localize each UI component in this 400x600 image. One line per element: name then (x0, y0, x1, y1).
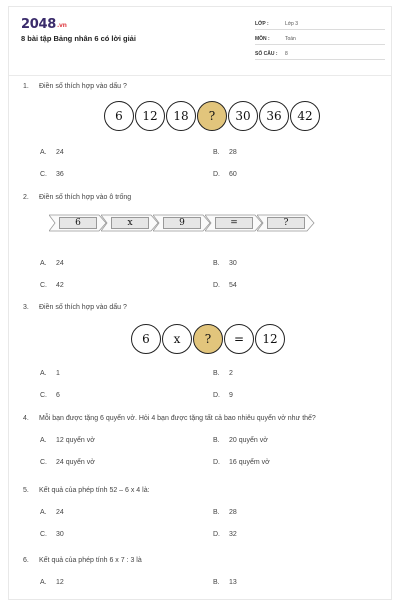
question-5 (9, 487, 391, 557)
equation-circle: x (162, 324, 192, 354)
equation-sequence (131, 324, 285, 354)
answer-option-d[interactable]: D. 54 (213, 282, 237, 289)
answer-option-c[interactable]: C. 6 (40, 392, 60, 399)
arrow-value: 9 (163, 217, 201, 229)
equation-circle: = (224, 324, 254, 354)
answer-option-b[interactable]: B. 20 quyển vở (213, 437, 268, 444)
question-text: Điền số thích hợp vào dấu ? (39, 304, 127, 311)
question-6 (9, 557, 391, 600)
answer-option-d[interactable]: D. 32 (213, 531, 237, 538)
arrow-step (49, 214, 107, 232)
question-2 (9, 194, 391, 294)
answer-option-b[interactable]: B. 28 (213, 149, 237, 156)
site-logo[interactable]: 2048.vn (21, 17, 67, 32)
meta-label: MÔN : (255, 36, 270, 42)
answer-option-b[interactable]: B. 13 (213, 579, 237, 586)
question-number: 2. (23, 194, 29, 201)
sequence-circle: 36 (259, 101, 289, 131)
worksheet-header (9, 7, 391, 77)
meta-value: 8 (285, 51, 288, 57)
sequence-circle: 42 (290, 101, 320, 131)
answer-option-a[interactable]: A. 12 (40, 579, 64, 586)
answer-option-d[interactable]: D. 60 (213, 171, 237, 178)
meta-value: Lớp 3 (285, 21, 299, 27)
worksheet-meta (255, 17, 385, 62)
question-3 (9, 304, 391, 404)
meta-row-subject (255, 32, 385, 45)
page-title: 8 bài tập Bảng nhân 6 có lời giải (21, 34, 136, 43)
sequence-circle: 30 (228, 101, 258, 131)
arrow-value: ? (267, 217, 305, 229)
question-number: 3. (23, 304, 29, 311)
arrow-step (101, 214, 159, 232)
question-text: Kết quả của phép tính 52 – 6 x 4 là: (39, 487, 150, 494)
answer-option-d[interactable]: D. 16 quyểm vở (213, 459, 270, 466)
question-text: Điền số thích hợp vào dấu ? (39, 83, 127, 90)
meta-label: SỐ CÂU : (255, 51, 278, 57)
worksheet-page (8, 6, 392, 600)
number-sequence (104, 101, 320, 131)
answer-option-b[interactable]: B. 2 (213, 370, 233, 377)
question-text: Kết quả của phép tính 6 x 7 : 3 là (39, 557, 142, 564)
question-4 (9, 415, 391, 485)
question-1 (9, 83, 391, 183)
arrow-value: x (111, 217, 149, 229)
answer-option-a[interactable]: A. 12 quyển vở (40, 437, 95, 444)
sequence-circle: 12 (135, 101, 165, 131)
arrow-value: 6 (59, 217, 97, 229)
meta-row-question-count (255, 47, 385, 60)
meta-row-class (255, 17, 385, 30)
header-divider (9, 75, 391, 76)
answer-option-a[interactable]: A. 24 (40, 260, 64, 267)
answer-option-b[interactable]: B. 28 (213, 509, 237, 516)
answer-option-a[interactable]: A. 24 (40, 149, 64, 156)
answer-option-c[interactable]: C. 30 (40, 531, 64, 538)
equation-circle-blank: ? (193, 324, 223, 354)
answer-option-d[interactable]: D. 9 (213, 392, 233, 399)
answer-option-c[interactable]: C. 24 quyển vở (40, 459, 95, 466)
answer-option-b[interactable]: B. 30 (213, 260, 237, 267)
arrow-sequence (49, 214, 309, 232)
arrow-step (205, 214, 263, 232)
question-number: 5. (23, 487, 29, 494)
question-number: 4. (23, 415, 29, 422)
meta-label: LỚP : (255, 21, 269, 27)
sequence-circle: 6 (104, 101, 134, 131)
equation-circle: 12 (255, 324, 285, 354)
answer-option-a[interactable]: A. 24 (40, 509, 64, 516)
sequence-circle-blank: ? (197, 101, 227, 131)
arrow-step (153, 214, 211, 232)
arrow-step-blank (257, 214, 315, 232)
question-number: 1. (23, 83, 29, 90)
meta-value: Toán (285, 36, 296, 42)
equation-circle: 6 (131, 324, 161, 354)
answer-option-c[interactable]: C. 42 (40, 282, 64, 289)
answer-option-c[interactable]: C. 36 (40, 171, 64, 178)
question-text: Điền số thích hợp vào ô trống (39, 194, 132, 201)
question-number: 6. (23, 557, 29, 564)
sequence-circle: 18 (166, 101, 196, 131)
answer-option-a[interactable]: A. 1 (40, 370, 60, 377)
arrow-value: = (215, 217, 253, 229)
question-text: Mỗi bạn được tặng 6 quyển vở. Hỏi 4 bạn được tặng tất cả bao nhiêu quyển vở như thế? (39, 415, 316, 422)
